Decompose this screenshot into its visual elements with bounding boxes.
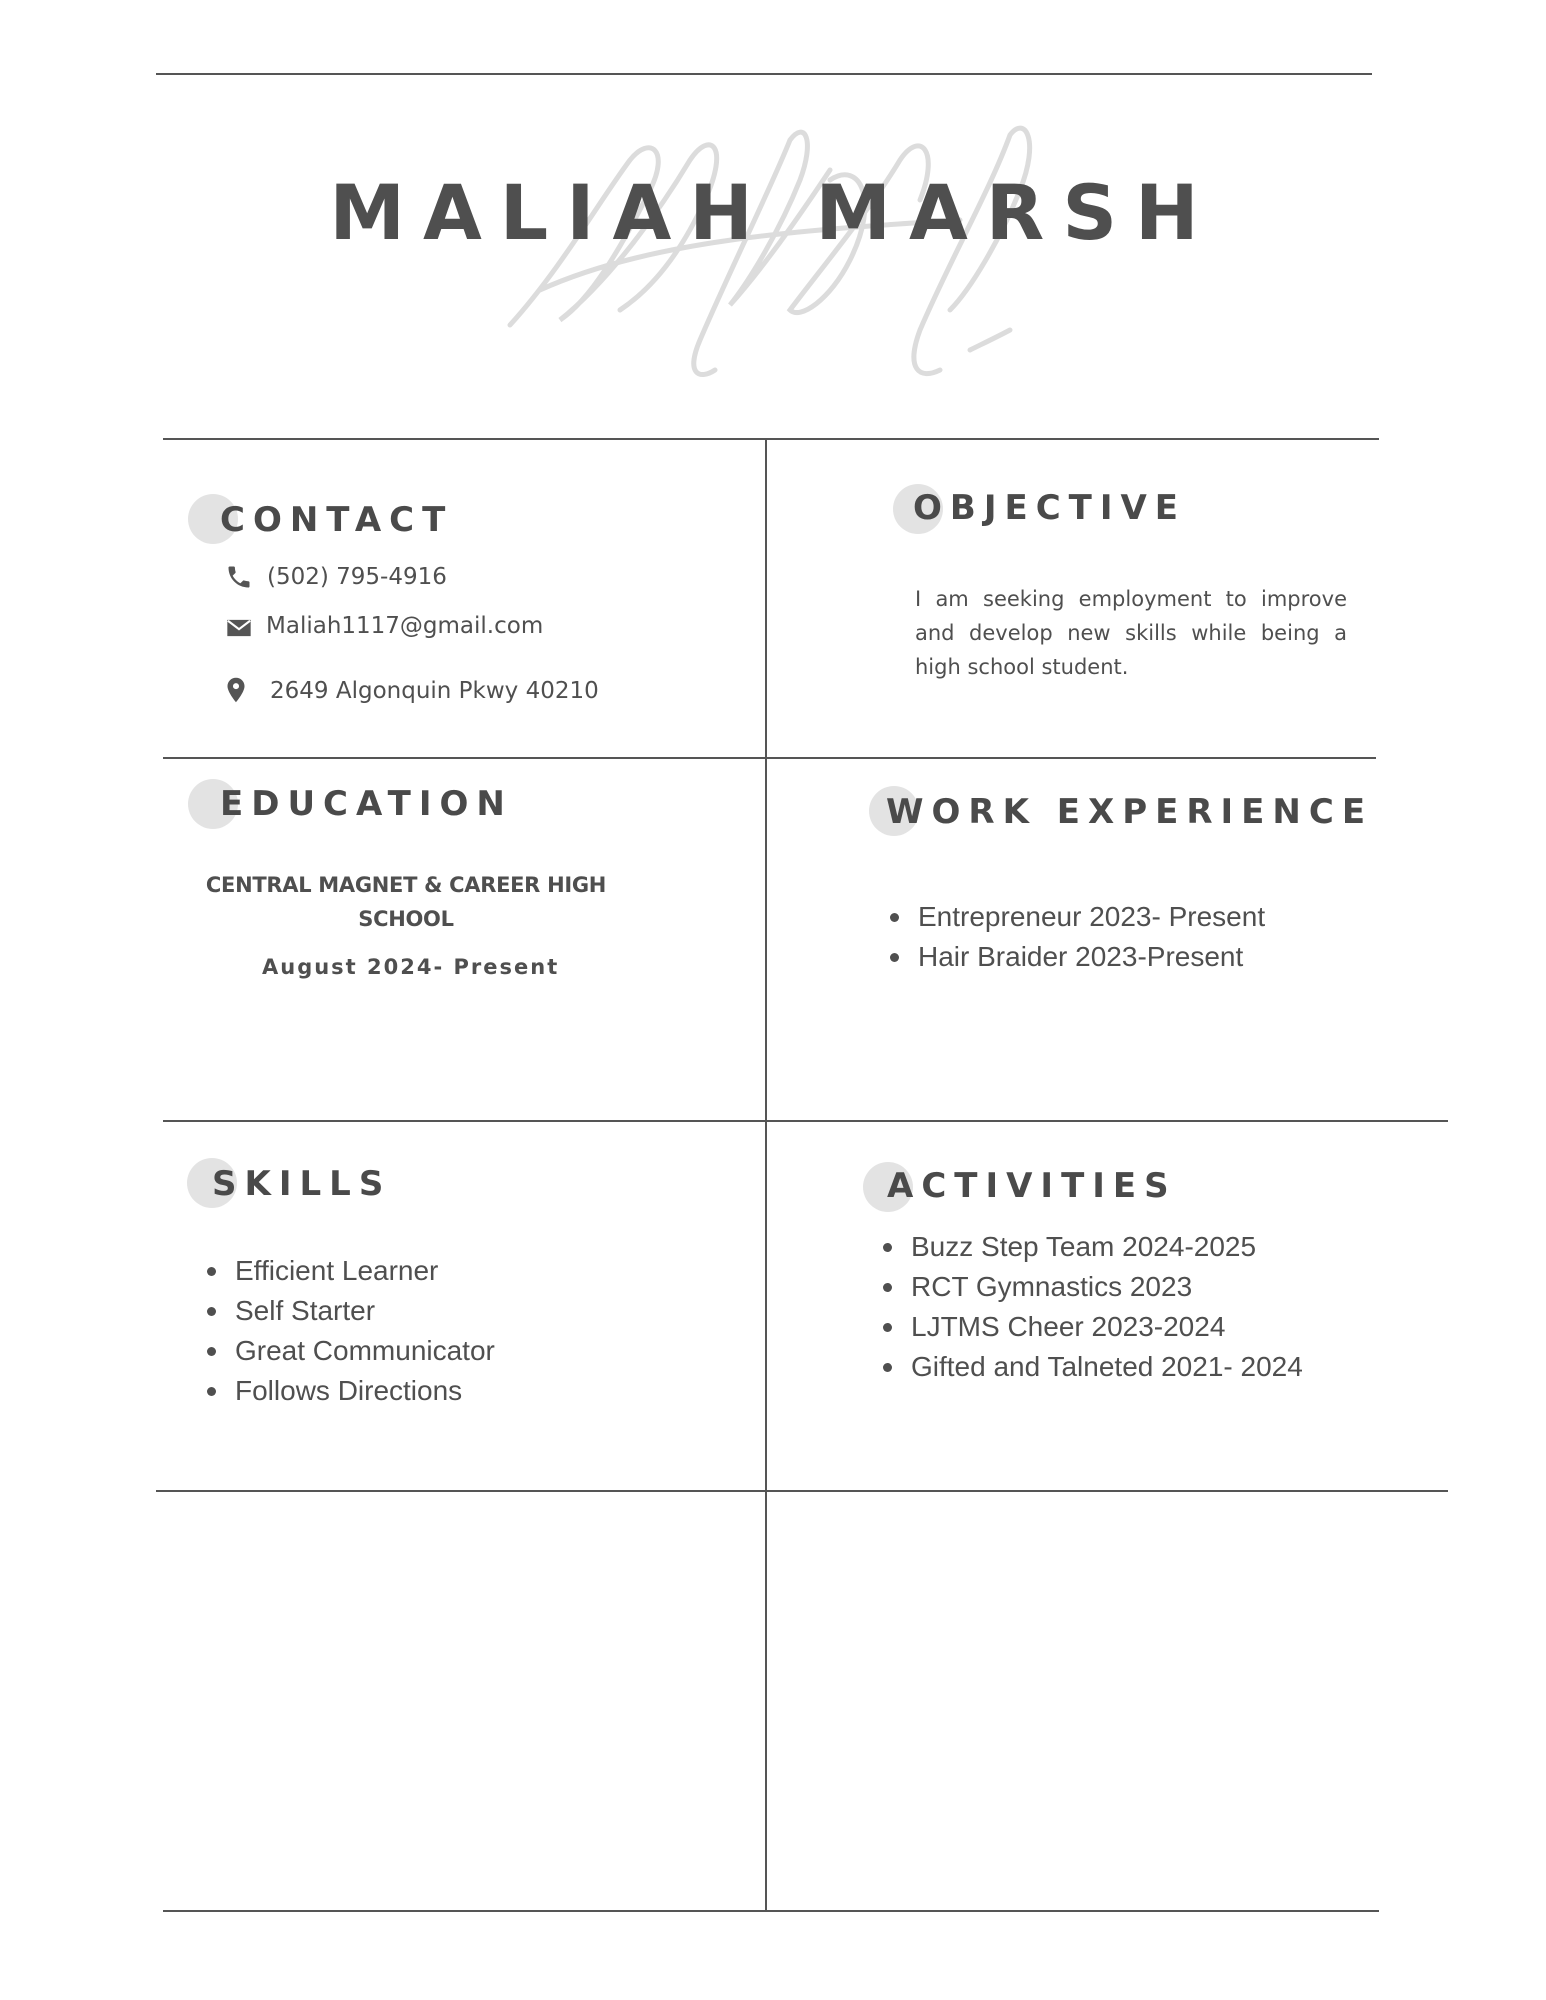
work-experience-list (886, 897, 1265, 977)
grid-rule-1 (163, 438, 1379, 440)
education-dates: August 2024- Present (262, 955, 560, 979)
list-item: Follows Directions (203, 1371, 495, 1411)
list-item: LJTMS Cheer 2023-2024 (879, 1307, 1303, 1347)
grid-rule-4 (156, 1490, 1448, 1492)
work-experience-heading: WORK EXPERIENCE (886, 792, 1374, 832)
envelope-icon (225, 614, 253, 642)
applicant-name: MALIAH MARSH (329, 168, 1217, 257)
contact-email: Maliah1117@gmail.com (266, 613, 544, 639)
list-item: Entrepreneur 2023- Present (886, 897, 1265, 937)
contact-heading: CONTACT (220, 500, 454, 540)
objective-text: I am seeking employment to improve and develop new skills while being a high school student. (915, 587, 1347, 679)
list-item: RCT Gymnastics 2023 (879, 1267, 1303, 1307)
list-item: Gifted and Talneted 2021- 2024 (879, 1347, 1303, 1387)
phone-icon (225, 563, 253, 591)
center-divider (765, 438, 767, 1910)
top-rule (156, 73, 1372, 75)
skills-list (203, 1251, 495, 1411)
activities-list (879, 1227, 1303, 1387)
list-item: Hair Braider 2023-Present (886, 937, 1265, 977)
grid-rule-2 (163, 757, 1376, 759)
list-item: Buzz Step Team 2024-2025 (879, 1227, 1303, 1267)
skills-heading: SKILLS (212, 1164, 392, 1204)
contact-phone: (502) 795-4916 (267, 564, 447, 590)
education-heading: EDUCATION (220, 784, 513, 824)
list-item: Efficient Learner (203, 1251, 495, 1291)
grid-rule-3 (163, 1120, 1448, 1122)
activities-heading: ACTIVITIES (887, 1166, 1177, 1206)
education-school: CENTRAL MAGNET & CAREER HIGH SCHOOL (205, 873, 607, 931)
map-pin-icon (222, 676, 250, 704)
objective-heading: OBJECTIVE (913, 488, 1187, 528)
list-item: Self Starter (203, 1291, 495, 1331)
bottom-rule (163, 1910, 1379, 1912)
list-item: Great Communicator (203, 1331, 495, 1371)
contact-address: 2649 Algonquin Pkwy 40210 (270, 678, 599, 704)
